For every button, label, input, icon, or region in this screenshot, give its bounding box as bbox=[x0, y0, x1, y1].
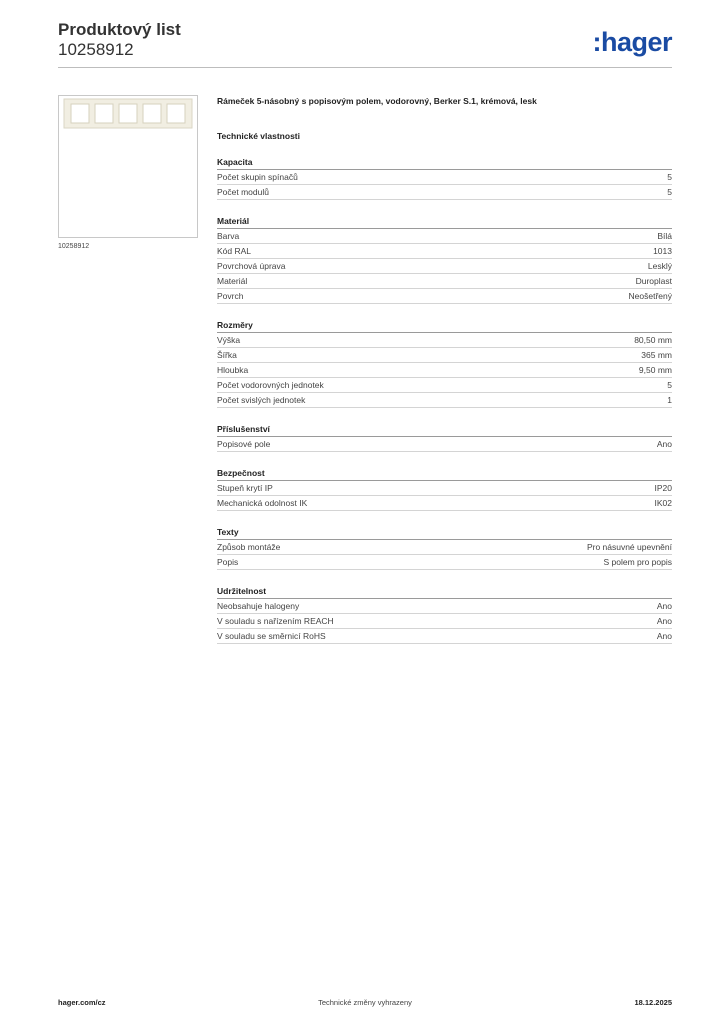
spec-label: Popisové pole bbox=[217, 439, 271, 449]
spec-value: Ano bbox=[656, 439, 672, 449]
spec-row bbox=[217, 244, 672, 259]
spec-row bbox=[217, 259, 672, 274]
spec-row bbox=[217, 629, 672, 644]
logo-text: hager bbox=[600, 27, 672, 57]
spec-label: Šířka bbox=[217, 350, 237, 360]
spec-row bbox=[217, 289, 672, 304]
section-rozmery bbox=[217, 319, 672, 408]
spec-value: 80,50 mm bbox=[634, 335, 672, 345]
spec-row bbox=[217, 437, 672, 452]
spec-label: Počet vodorovných jednotek bbox=[217, 380, 324, 390]
spec-label: Povrch bbox=[217, 291, 244, 301]
spec-label: V souladu se směrnicí RoHS bbox=[217, 631, 326, 641]
spec-row bbox=[217, 185, 672, 200]
spec-label: Neobsahuje halogeny bbox=[217, 601, 300, 611]
section-kapacita bbox=[217, 156, 672, 200]
spec-value: Ano bbox=[656, 631, 672, 641]
section-title: Rozměry bbox=[217, 319, 672, 333]
spec-value: 1013 bbox=[653, 246, 672, 256]
spec-row bbox=[217, 614, 672, 629]
footer-date: 18.12.2025 bbox=[634, 998, 672, 1007]
spec-row bbox=[217, 378, 672, 393]
spec-value: Duroplast bbox=[635, 276, 672, 286]
spec-label: Počet svislých jednotek bbox=[217, 395, 306, 405]
spec-label: Způsob montáže bbox=[217, 542, 281, 552]
spec-value: IP20 bbox=[654, 483, 672, 493]
spec-value: 1 bbox=[667, 395, 672, 405]
spec-value: Lesklý bbox=[647, 261, 672, 271]
section-material bbox=[217, 215, 672, 304]
spec-value: 5 bbox=[667, 187, 672, 197]
spec-value: Ano bbox=[656, 601, 672, 611]
spec-row bbox=[217, 393, 672, 408]
frame-illustration bbox=[59, 96, 197, 237]
spec-row bbox=[217, 274, 672, 289]
spec-value: Pro násuvné upevnění bbox=[586, 542, 672, 552]
spec-label: Mechanická odolnost IK bbox=[217, 498, 308, 508]
hager-logo[interactable]: :hager bbox=[592, 27, 672, 57]
spec-label: Stupeň krytí IP bbox=[217, 483, 273, 493]
spec-value: IK02 bbox=[654, 498, 672, 508]
spec-value: S polem pro popis bbox=[603, 557, 672, 567]
spec-value: Ano bbox=[656, 616, 672, 626]
section-title: Materiál bbox=[217, 215, 672, 229]
product-number: 10258912 bbox=[58, 40, 134, 59]
section-udrzitelnost bbox=[217, 585, 672, 644]
header bbox=[58, 20, 181, 60]
spec-row bbox=[217, 555, 672, 570]
spec-row bbox=[217, 348, 672, 363]
spec-row bbox=[217, 481, 672, 496]
spec-value: 5 bbox=[667, 172, 672, 182]
page-title: Produktový list bbox=[58, 20, 181, 39]
spec-label: Barva bbox=[217, 231, 240, 241]
section-texty bbox=[217, 526, 672, 570]
spec-value: 9,50 mm bbox=[638, 365, 672, 375]
spec-label: V souladu s nařízením REACH bbox=[217, 616, 334, 626]
tech-heading: Technické vlastnosti bbox=[217, 131, 300, 141]
product-name: Rámeček 5-násobný s popisovým polem, vodorovný, Berker S.1, krémová, lesk bbox=[217, 96, 537, 106]
section-title: Bezpečnost bbox=[217, 467, 672, 481]
spec-label: Popis bbox=[217, 557, 239, 567]
section-title: Texty bbox=[217, 526, 672, 540]
footer-website-link[interactable]: hager.com/cz bbox=[58, 998, 106, 1007]
header-divider bbox=[58, 67, 672, 68]
spec-label: Povrchová úprava bbox=[217, 261, 286, 271]
spec-value: 5 bbox=[667, 380, 672, 390]
spec-label: Výška bbox=[217, 335, 241, 345]
spec-row bbox=[217, 496, 672, 511]
spec-row bbox=[217, 229, 672, 244]
spec-value: Bílá bbox=[657, 231, 672, 241]
spec-label: Počet skupin spínačů bbox=[217, 172, 298, 182]
section-title: Kapacita bbox=[217, 156, 672, 170]
spec-row bbox=[217, 170, 672, 185]
spec-value: Neošetřený bbox=[628, 291, 672, 301]
spec-row bbox=[217, 540, 672, 555]
product-image bbox=[58, 95, 198, 238]
section-title: Příslušenství bbox=[217, 423, 672, 437]
spec-value: 365 mm bbox=[641, 350, 672, 360]
spec-row bbox=[217, 333, 672, 348]
section-bezpecnost bbox=[217, 467, 672, 511]
spec-label: Počet modulů bbox=[217, 187, 269, 197]
footer-note: Technické změny vyhrazeny bbox=[318, 998, 412, 1007]
section-prislusenstvi bbox=[217, 423, 672, 452]
spec-content bbox=[217, 95, 672, 644]
spec-label: Kód RAL bbox=[217, 246, 252, 256]
spec-row bbox=[217, 599, 672, 614]
spec-row bbox=[217, 363, 672, 378]
image-caption: 10258912 bbox=[58, 243, 90, 250]
spec-label: Hloubka bbox=[217, 365, 249, 375]
section-title: Udržitelnost bbox=[217, 585, 672, 599]
spec-label: Materiál bbox=[217, 276, 248, 286]
